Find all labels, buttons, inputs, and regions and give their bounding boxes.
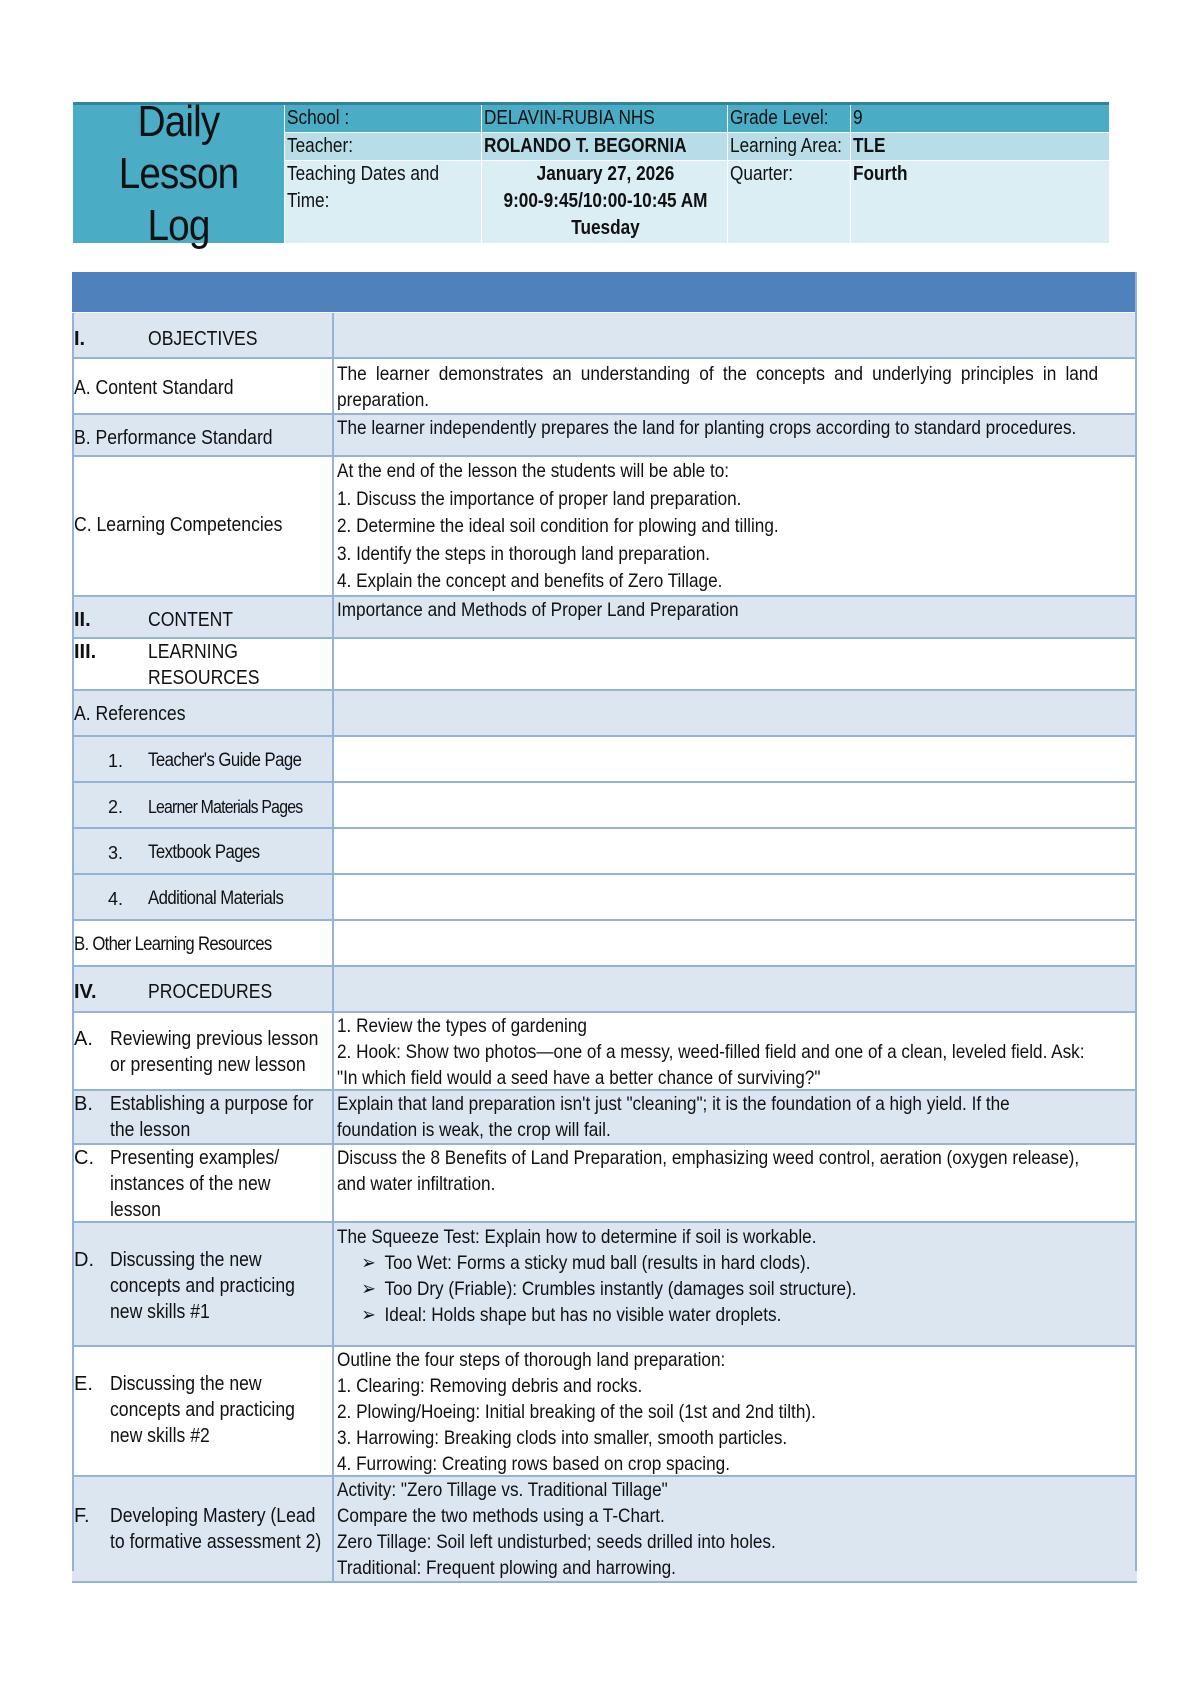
lesson-log-header (73, 97, 1109, 250)
row-objectives (72, 313, 1137, 359)
school-label: School : (285, 105, 481, 132)
proc-b-text: Explain that land preparation isn't just "cleaning"; it is the foundation of a high yield. If the foundation is weak, the crop will fail. (337, 1093, 1010, 1141)
row-performance-standard (72, 415, 1137, 457)
row-ref-item (72, 829, 1137, 875)
arrow-bullet-icon: ➢ (361, 1278, 376, 1300)
ref-label: Teacher's Guide Page (148, 750, 302, 771)
bullet-item: ➢ Ideal: Holds shape but has no visible water droplets. (337, 1302, 1038, 1328)
area-value: TLE (851, 133, 1109, 160)
row-ref-item (72, 737, 1137, 783)
competencies-text: At the end of the lesson the students will be able to: 1. Discuss the importance of proper land preparation. 2. Determine the ideal soil condition for plowing and tilling. 3. Identify the steps in thorough land preparation. 4. Explain the concept and benefits of Zero Tillage. (337, 460, 779, 592)
grade-value: 9 (851, 105, 1109, 132)
table-left-border (72, 313, 74, 1571)
ref-number: 2. (108, 797, 124, 817)
bullet-item: ➢ Too Wet: Forms a sticky mud ball (results in hard clods). (337, 1250, 1038, 1276)
row-procedures (72, 967, 1137, 1013)
proc-label: Discussing the new concepts and practicing new skills #1 (110, 1249, 295, 1323)
row-label: A. Content Standard (74, 377, 234, 399)
bullet-item: ➢ Too Dry (Friable): Crumbles instantly (damages soil structure). (337, 1276, 1038, 1302)
date-value: January 27, 2026 (536, 163, 675, 185)
section-title: OBJECTIVES (148, 328, 258, 350)
section-title: LEARNING RESOURCES (148, 641, 260, 689)
proc-label: Presenting examples/ instances of the new lesson (110, 1147, 280, 1221)
ref-number: 1. (108, 751, 124, 771)
row-learning-resources (72, 639, 1137, 691)
row-label: B. Performance Standard (74, 427, 273, 449)
dates-label: Teaching Dates and Time: (285, 161, 481, 243)
proc-e-text: Outline the four steps of thorough land preparation: 1. Clearing: Removing debris and rocks. 2. Plowing/Hoeing: Initial breaking of the soil (1st and 2nd tilth). 3. Harrowing: Breaking clods into smaller, smooth particles. 4. Furrowing: Creating rows based on crop spacing. (337, 1349, 816, 1475)
row-proc-d (72, 1223, 1137, 1347)
ref-label: Learner Materials Pages (148, 797, 303, 817)
performance-standard-text: The learner independently prepares the land for planting crops according to standard procedures. (337, 417, 1077, 439)
row-proc-f (72, 1477, 1137, 1583)
proc-label: Reviewing previous lesson or presenting new lesson (110, 1028, 319, 1076)
row-ref-item (72, 783, 1137, 829)
ref-label: Additional Materials (148, 888, 284, 909)
row-label: A. References (74, 703, 186, 725)
row-proc-b (72, 1091, 1137, 1145)
row-other-resources (72, 921, 1137, 967)
section-title: PROCEDURES (148, 981, 273, 1003)
grade-label: Grade Level: (728, 105, 850, 132)
row-label: B. Other Learning Resources (74, 934, 272, 955)
proc-letter: F. (74, 1505, 90, 1527)
quarter-value: Fourth (851, 161, 1109, 243)
teacher-label: Teacher: (285, 133, 481, 160)
proc-letter: A. (74, 1028, 93, 1050)
ref-label: Textbook Pages (148, 842, 260, 863)
content-standard-text: The learner demonstrates an understanding of the concepts and underlying principles in land preparation. (337, 363, 1099, 411)
row-content-standard (72, 359, 1137, 415)
row-proc-e (72, 1347, 1137, 1477)
quarter-label: Quarter: (728, 161, 850, 243)
proc-a-text: 1. Review the types of gardening 2. Hook: Show two photos—one of a messy, weed-filled field and one of a clean, leveled field. Ask: "In which field would a seed have a better chance of surviving?" (337, 1015, 1085, 1089)
dates-value (482, 161, 727, 243)
row-label: C. Learning Competencies (74, 514, 283, 536)
arrow-bullet-icon: ➢ (361, 1252, 376, 1274)
row-proc-c (72, 1145, 1137, 1223)
teacher-value: ROLANDO T. BEGORNIA (482, 133, 727, 160)
proc-label: Developing Mastery (Lead to formative assessment 2) (110, 1505, 322, 1553)
row-learning-competencies (72, 457, 1137, 597)
day-value: Tuesday (571, 217, 640, 239)
proc-label: Discussing the new concepts and practicing new skills #2 (110, 1373, 295, 1447)
proc-label: Establishing a purpose for the lesson (110, 1093, 314, 1141)
content-text: Importance and Methods of Proper Land Preparation (337, 599, 739, 621)
section-number: II. (74, 609, 91, 631)
table-header-band (72, 272, 1137, 312)
row-proc-a (72, 1013, 1137, 1091)
row-content (72, 597, 1137, 639)
proc-letter: B. (74, 1093, 93, 1115)
proc-f-text: Activity: "Zero Tillage vs. Traditional Tillage" Compare the two methods using a T-Chart. Zero Tillage: Soil left undisturbed; seeds drilled into holes. Traditional: Frequent plowing and harrowing. (337, 1479, 776, 1579)
document-title (73, 97, 284, 250)
proc-d-text: The Squeeze Test: Explain how to determine if soil is workable. ➢ Too Wet: Forms a sticky mud ball (results in hard clods). ➢ Too Dry (Friable): Crumbles instantly (damages soil structure). ➢ Ideal: Holds shape but has no visible water droplets. (334, 1223, 1137, 1345)
arrow-bullet-icon: ➢ (361, 1304, 376, 1326)
school-value: DELAVIN-RUBIA NHS (482, 105, 727, 132)
area-label: Learning Area: (728, 133, 850, 160)
title-line-1: Daily Lesson (118, 97, 239, 198)
section-title: CONTENT (148, 609, 234, 631)
row-ref-item (72, 875, 1137, 921)
ref-number: 4. (108, 889, 124, 909)
section-number: III. (74, 641, 97, 663)
row-references (72, 691, 1137, 737)
proc-letter: D. (74, 1249, 94, 1271)
proc-c-text: Discuss the 8 Benefits of Land Preparation, emphasizing weed control, aeration (oxygen release), and water infiltration. (337, 1147, 1080, 1195)
section-number: IV. (74, 981, 97, 1003)
proc-letter: C. (74, 1147, 94, 1169)
proc-letter: E. (74, 1373, 93, 1395)
section-number: I. (74, 328, 86, 350)
time-value: 9:00-9:45/10:00-10:45 AM (503, 190, 708, 212)
table-right-border (1135, 272, 1137, 1571)
ref-number: 3. (108, 843, 124, 863)
title-line-2: Log (147, 201, 210, 250)
